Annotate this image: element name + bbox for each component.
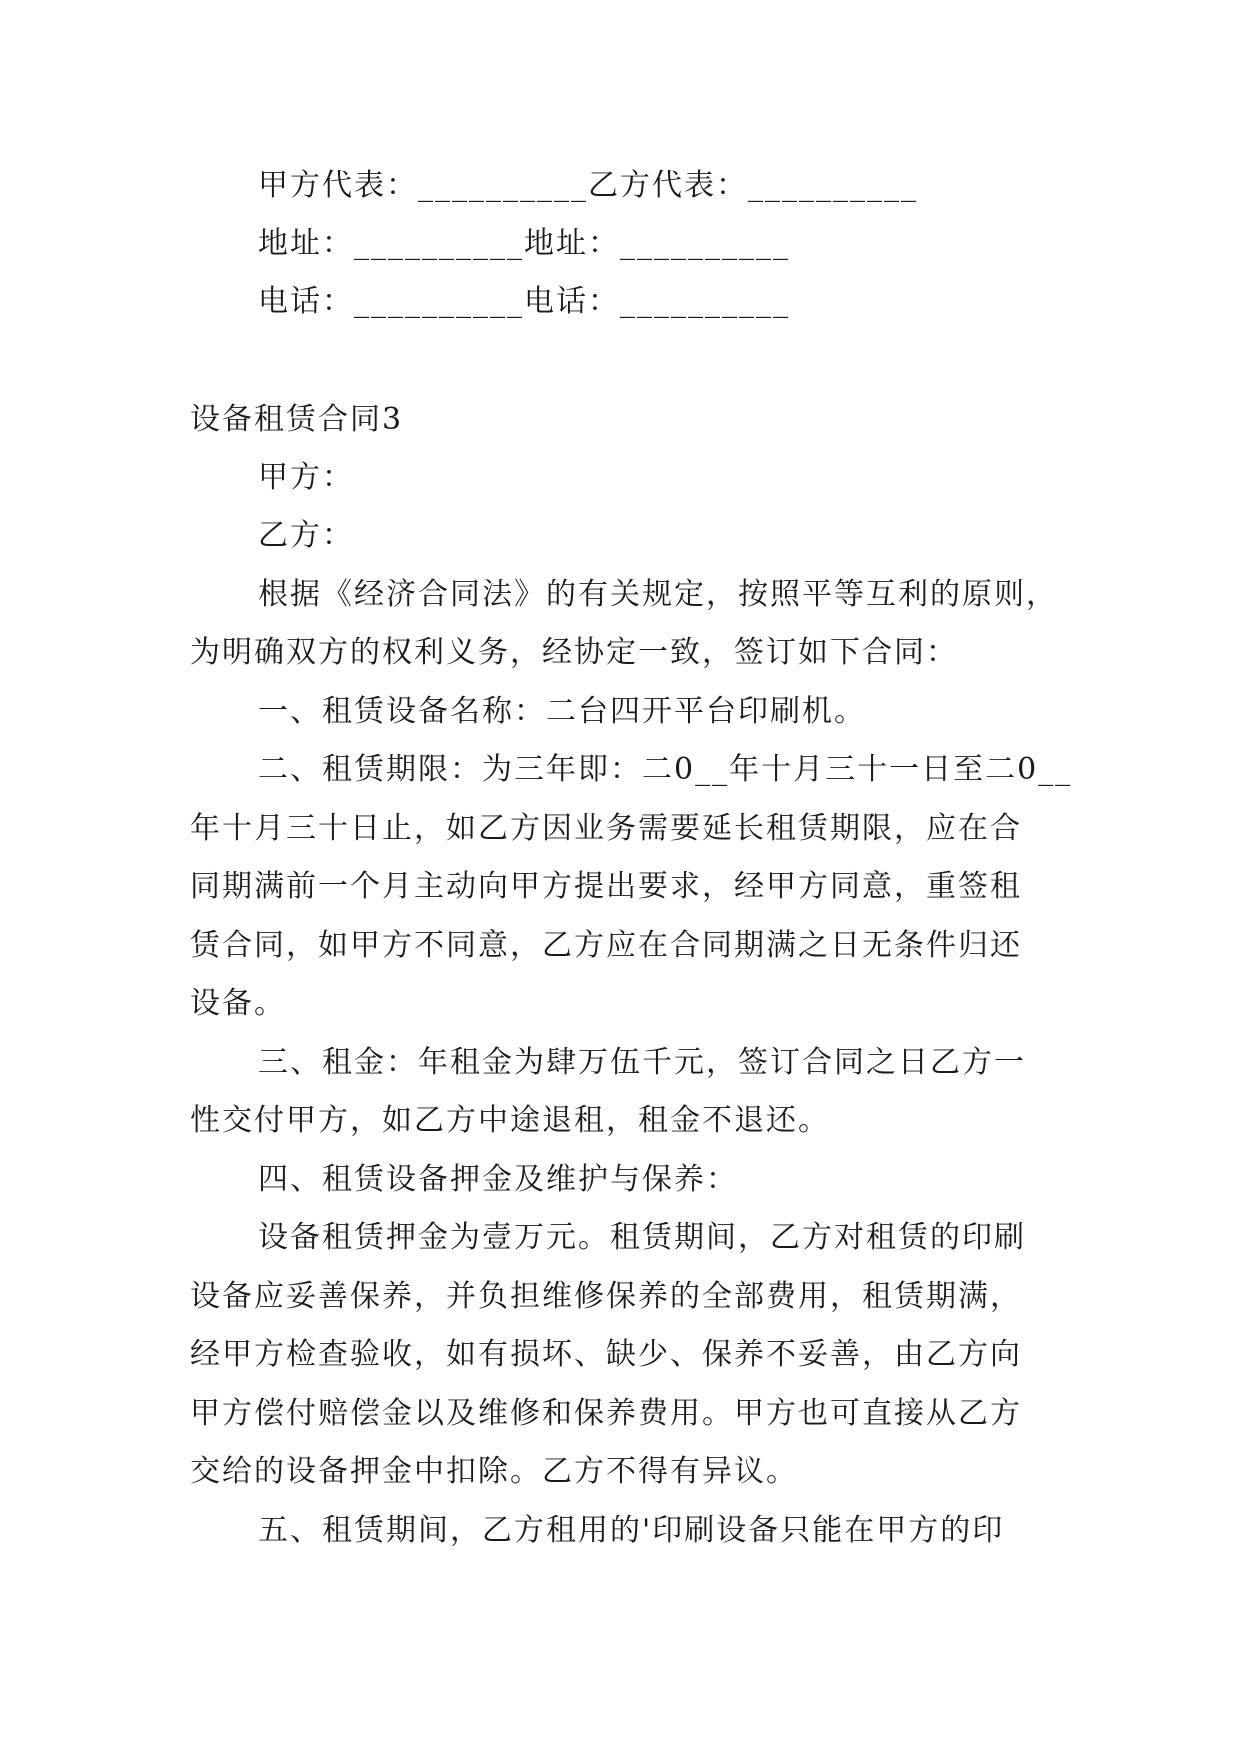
contract-line: 为明确双方的权利义务，经协定一致，签订如下合同： [190,635,958,670]
contract-line: 设备应妥善保养，并负担维修保养的全部费用，租赁期满， [190,1279,1022,1314]
contract-line: 四、租赁设备押金及维护与保养： [258,1162,738,1197]
address-signature-line: 地址：__________地址：__________ [258,226,790,261]
phone-signature-line: 电话：__________电话：__________ [258,284,790,319]
representative-signature-line: 甲方代表：__________乙方代表：__________ [258,168,918,203]
contract-line: 二、租赁期限：为三年即：二0__年十月三十一日至二0__ [258,752,1073,787]
contract-title: 设备租赁合同3 [190,402,404,437]
contract-line: 设备。 [190,986,286,1021]
contract-line: 根据《经济合同法》的有关规定，按照平等互利的原则， [258,577,1058,612]
contract-line: 设备租赁押金为壹万元。租赁期间，乙方对租赁的印刷 [258,1220,1026,1255]
party-b-label: 乙方： [258,518,354,553]
contract-line: 年十月三十日止，如乙方因业务需要延长租赁期限，应在合 [190,811,1022,846]
contract-line: 经甲方检查验收，如有损坏、缺少、保养不妥善，由乙方向 [190,1337,1022,1372]
contract-line: 性交付甲方，如乙方中途退租，租金不退还。 [190,1103,830,1138]
contract-line: 同期满前一个月主动向甲方提出要求，经甲方同意，重签租 [190,869,1022,904]
contract-line: 三、租金：年租金为肆万伍千元，签订合同之日乙方一 [258,1045,1026,1080]
contract-line: 交给的设备押金中扣除。乙方不得有异议。 [190,1454,798,1489]
contract-line: 赁合同，如甲方不同意，乙方应在合同期满之日无条件归还 [190,928,1022,963]
contract-line: 一、租赁设备名称：二台四开平台印刷机。 [258,694,866,729]
contract-line: 甲方偿付赔偿金以及维修和保养费用。甲方也可直接从乙方 [190,1396,1022,1431]
contract-line: 五、租赁期间，乙方租用的'印刷设备只能在甲方的印 [258,1513,1005,1548]
party-a-label: 甲方： [258,460,354,495]
